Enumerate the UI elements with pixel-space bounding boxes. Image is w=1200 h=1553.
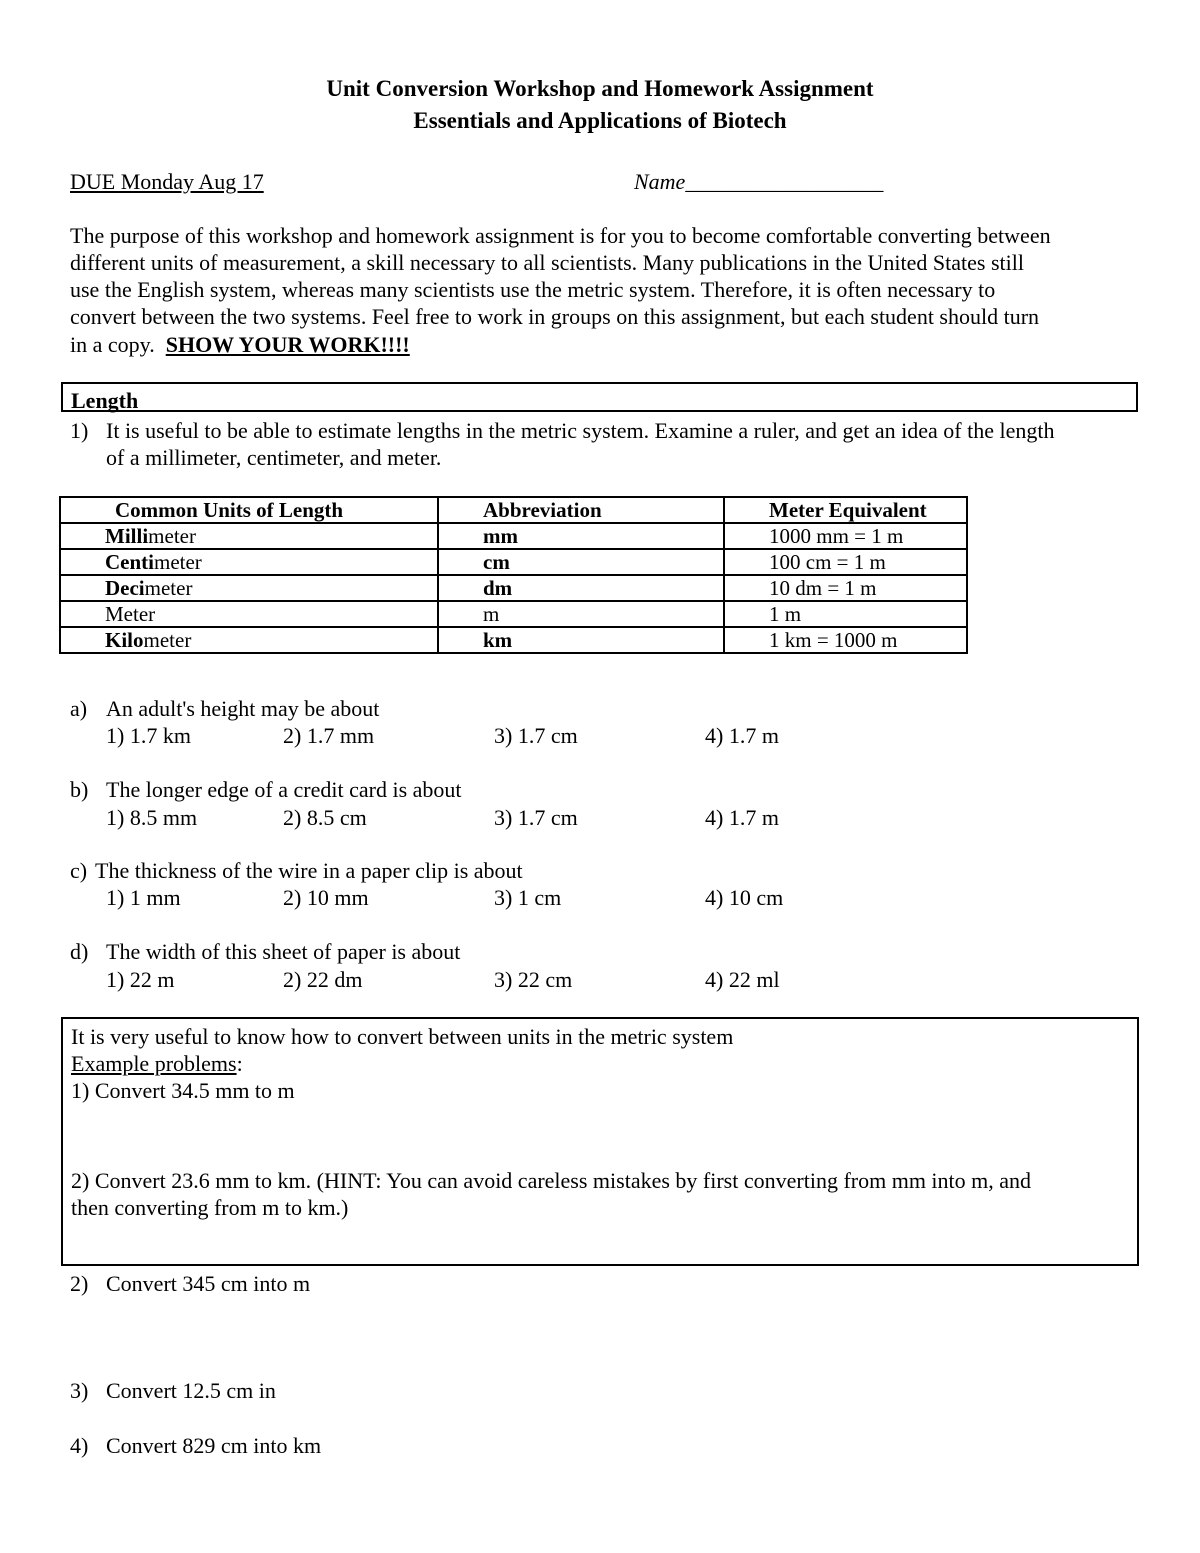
example-problems-box xyxy=(61,1017,1139,1266)
unit-name-cell: Meter xyxy=(60,601,438,627)
unit-abbr-cell: m xyxy=(438,601,724,627)
question-c-text: The thickness of the wire in a paper clip is about xyxy=(95,858,523,883)
question-b-option-2[interactable]: 2) 8.5 cm xyxy=(283,805,367,830)
question-b-option-4[interactable]: 4) 1.7 m xyxy=(705,805,779,830)
name-field[interactable] xyxy=(634,168,883,195)
name-label: Name xyxy=(634,169,686,194)
unit-abbr-cell: cm xyxy=(438,549,724,575)
intro-line-3: use the English system, whereas many scientists use the metric system. Therefore, it is often necessary to xyxy=(70,277,996,302)
problem-2-text: Convert 345 cm into m xyxy=(106,1271,311,1296)
question-d-option-3[interactable]: 3) 22 cm xyxy=(494,967,573,992)
unit-name-cell: Decimeter xyxy=(60,575,438,601)
unit-equiv-cell: 10 dm = 1 m xyxy=(724,575,967,601)
question-a-option-4[interactable]: 4) 1.7 m xyxy=(705,723,779,748)
example-problem-2-line-2: then converting from m to km.) xyxy=(71,1195,349,1220)
question-d-label: d) xyxy=(70,939,89,964)
table-row xyxy=(60,523,967,549)
question-c-option-3[interactable]: 3) 1 cm xyxy=(494,885,562,910)
table-row xyxy=(60,549,967,575)
document-title: Unit Conversion Workshop and Homework Assignment xyxy=(326,76,874,101)
question-1-line-2: of a millimeter, centimeter, and meter. xyxy=(106,445,442,470)
problem-3-text: Convert 12.5 cm in xyxy=(106,1378,276,1403)
question-a-option-2[interactable]: 2) 1.7 mm xyxy=(283,723,375,748)
table-row xyxy=(60,601,967,627)
unit-name-cell: Millimeter xyxy=(60,523,438,549)
unit-equiv-cell: 100 cm = 1 m xyxy=(724,549,967,575)
table-row xyxy=(60,627,967,653)
example-box-intro: It is very useful to know how to convert between units in the metric system xyxy=(71,1024,734,1049)
question-a-option-1[interactable]: 1) 1.7 km xyxy=(106,723,191,748)
unit-name-cell: Kilometer xyxy=(60,627,438,653)
unit-equiv-cell: 1 km = 1000 m xyxy=(724,627,967,653)
table-row xyxy=(60,575,967,601)
question-b-option-1[interactable]: 1) 8.5 mm xyxy=(106,805,198,830)
question-b-text: The longer edge of a credit card is about xyxy=(106,777,462,802)
show-your-work-emphasis: SHOW YOUR WORK!!!! xyxy=(165,332,410,357)
length-heading-label: Length xyxy=(71,388,139,413)
unit-name-cell: Centimeter xyxy=(60,549,438,575)
table-header-meter-equivalent: Meter Equivalent xyxy=(724,497,967,523)
due-date: DUE Monday Aug 17 xyxy=(70,169,264,194)
question-a-option-3[interactable]: 3) 1.7 cm xyxy=(494,723,578,748)
example-problem-2-line-1: 2) Convert 23.6 mm to km. (HINT: You can avoid careless mistakes by first converting from mm into m, and xyxy=(71,1168,1032,1193)
unit-abbr-cell: mm xyxy=(438,523,724,549)
intro-line-4: convert between the two systems. Feel free to work in groups on this assignment, but each student should turn xyxy=(70,304,1040,329)
unit-abbr-cell: dm xyxy=(438,575,724,601)
question-a-text: An adult's height may be about xyxy=(106,696,380,721)
question-c-option-2[interactable]: 2) 10 mm xyxy=(283,885,369,910)
table-header-units: Common Units of Length xyxy=(60,497,438,523)
problem-4-text: Convert 829 cm into km xyxy=(106,1433,322,1458)
unit-equiv-cell: 1000 mm = 1 m xyxy=(724,523,967,549)
example-problem-1: 1) Convert 34.5 mm to m xyxy=(71,1078,295,1103)
units-of-length-table xyxy=(59,496,968,654)
question-b-label: b) xyxy=(70,777,89,802)
table-header-abbreviation: Abbreviation xyxy=(438,497,724,523)
intro-line-1: The purpose of this workshop and homework assignment is for you to become comfortable converting between xyxy=(70,223,1051,248)
question-1-line-1: It is useful to be able to estimate lengths in the metric system. Examine a ruler, and get an idea of the length xyxy=(106,418,1055,443)
name-blank[interactable]: __________________ xyxy=(685,169,884,194)
example-problems-heading: Example problems: xyxy=(71,1051,243,1076)
question-d-option-2[interactable]: 2) 22 dm xyxy=(283,967,363,992)
unit-abbr-cell: km xyxy=(438,627,724,653)
question-c-label: c) xyxy=(70,858,88,883)
intro-line-5 xyxy=(70,331,1150,358)
question-a-label: a) xyxy=(70,696,88,721)
problem-2-number: 2) xyxy=(70,1271,89,1296)
table-header-row xyxy=(60,497,967,523)
question-d-text: The width of this sheet of paper is about xyxy=(106,939,461,964)
unit-equiv-cell: 1 m xyxy=(724,601,967,627)
question-b-option-3[interactable]: 3) 1.7 cm xyxy=(494,805,578,830)
problem-4-number: 4) xyxy=(70,1433,89,1458)
length-section-heading xyxy=(61,382,1138,412)
intro-line-2: different units of measurement, a skill necessary to all scientists. Many publications in the United States still xyxy=(70,250,1024,275)
question-c-option-1[interactable]: 1) 1 mm xyxy=(106,885,181,910)
question-d-option-1[interactable]: 1) 22 m xyxy=(106,967,175,992)
document-subtitle: Essentials and Applications of Biotech xyxy=(413,108,787,133)
question-c-option-4[interactable]: 4) 10 cm xyxy=(705,885,784,910)
problem-3-number: 3) xyxy=(70,1378,89,1403)
question-1-number: 1) xyxy=(70,418,89,443)
intro-line-5-text: in a copy. xyxy=(70,332,166,357)
question-d-option-4[interactable]: 4) 22 ml xyxy=(705,967,780,992)
